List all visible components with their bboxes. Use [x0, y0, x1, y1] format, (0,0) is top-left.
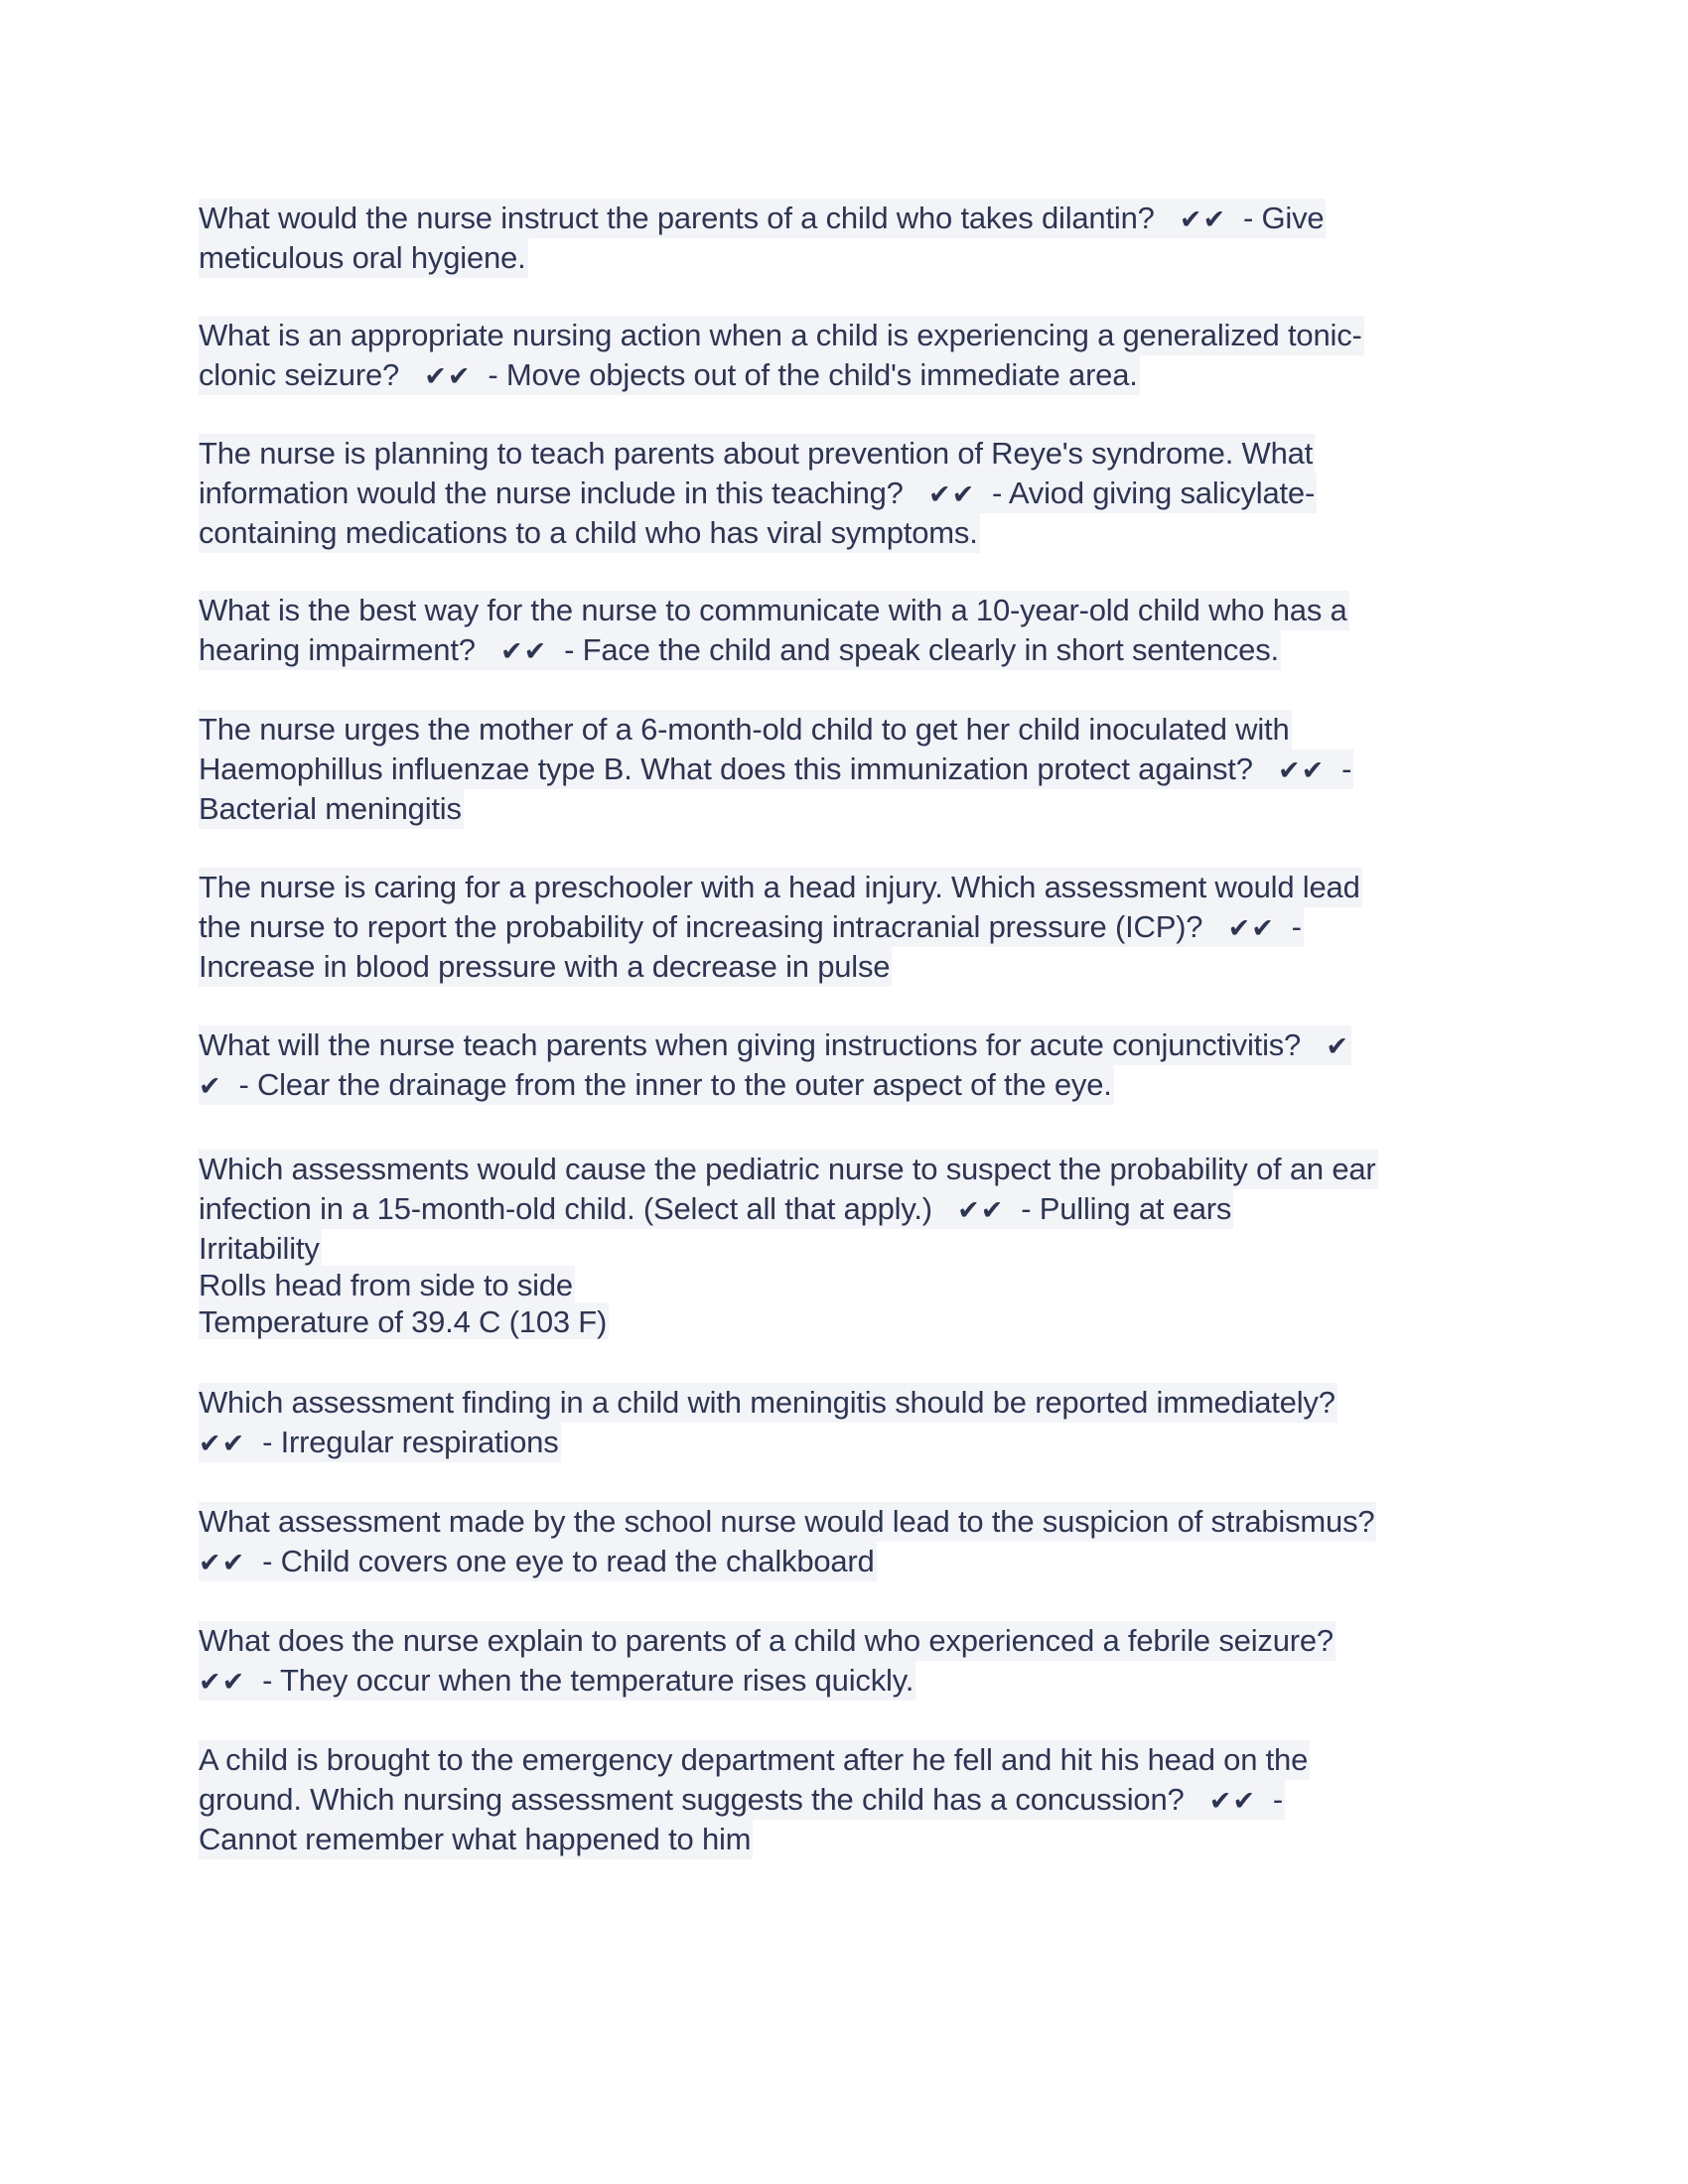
question-text: What assessment made by the school nurse would lead to the suspicion of strabismus?	[199, 1504, 1375, 1539]
question-text: What is an appropriate nursing action when a child is experiencing a generalized tonic-	[199, 318, 1362, 352]
question-text: Which assessments would cause the pediatric nurse to suspect the probability of an ear	[199, 1152, 1376, 1186]
question-text: information would the nurse include in this teaching?	[199, 476, 928, 510]
qa-line	[199, 1542, 877, 1581]
question-text: clonic seizure?	[199, 357, 425, 392]
question-text: hearing impairment?	[199, 632, 501, 667]
answer-text: - They occur when the temperature rises quickly.	[245, 1663, 914, 1698]
qa-line	[199, 907, 1304, 947]
qa-line	[199, 1661, 915, 1701]
double-check-icon: ✔✔	[1208, 1786, 1257, 1817]
qa-item-1	[199, 199, 1489, 278]
double-check-icon: ✔✔	[199, 1548, 246, 1578]
question-text: What would the nurse instruct the parents of a child who takes dilantin?	[199, 201, 1180, 235]
question-text: ground. Which nursing assessment suggests the child has a concussion?	[199, 1782, 1209, 1817]
qa-line	[199, 1150, 1378, 1189]
qa-line	[199, 355, 1140, 395]
qa-item-11	[199, 1621, 1489, 1701]
qa-item-12	[199, 1740, 1489, 1859]
qa-item-8	[199, 1150, 1489, 1339]
qa-item-7	[199, 1025, 1489, 1105]
qa-line	[199, 710, 1292, 750]
double-check-icon: ✔✔	[957, 1195, 1005, 1226]
qa-line	[199, 630, 1281, 670]
question-text: A child is brought to the emergency department after he fell and hit his head on the	[199, 1742, 1309, 1777]
qa-line	[199, 591, 1349, 630]
qa-line	[199, 513, 980, 553]
qa-line	[199, 434, 1315, 474]
answer-text: Temperature of 39.4 C (103 F)	[199, 1304, 608, 1339]
qa-line	[199, 1780, 1285, 1820]
answer-text: - Face the child and speak clearly in short sentences.	[547, 632, 1279, 667]
double-check-icon: ✔✔	[927, 479, 976, 510]
answer-text: Irritability	[199, 1231, 320, 1266]
double-check-icon: ✔✔	[500, 636, 548, 667]
qa-line	[199, 868, 1362, 907]
question-text: The nurse is caring for a preschooler with a head injury. Which assessment would lead	[199, 870, 1360, 904]
qa-item-9	[199, 1383, 1489, 1462]
double-check-icon: ✔✔	[424, 361, 472, 392]
qa-line	[199, 199, 1326, 238]
answer-text: Increase in blood pressure with a decrease in pulse	[199, 949, 891, 984]
qa-line	[199, 789, 464, 829]
qa-item-10	[199, 1502, 1489, 1581]
answer-text: - Child covers one eye to read the chalkboard	[245, 1544, 875, 1578]
answer-text: - Irregular respirations	[245, 1425, 559, 1459]
double-check-icon: ✔✔	[199, 1429, 246, 1459]
qa-line	[199, 474, 1317, 513]
check-icon: ✔	[1326, 1031, 1349, 1062]
answer-text: -	[1256, 1782, 1283, 1817]
double-check-icon: ✔✔	[1227, 913, 1275, 944]
qa-line	[199, 1229, 322, 1266]
answer-text: containing medications to a child who has viral symptoms.	[199, 515, 978, 550]
qa-line	[199, 1065, 1114, 1105]
qa-line	[199, 1740, 1310, 1780]
qa-item-6	[199, 868, 1489, 987]
qa-item-3	[199, 434, 1489, 553]
qa-line	[199, 1621, 1336, 1661]
answer-text: Cannot remember what happened to him	[199, 1822, 752, 1856]
question-text: infection in a 15-month-old child. (Select all that apply.)	[199, 1191, 958, 1226]
qa-line	[199, 1502, 1376, 1542]
answer-text: - Give	[1226, 201, 1325, 235]
double-check-icon: ✔✔	[199, 1667, 246, 1698]
qa-line	[199, 1266, 575, 1302]
answer-text: meticulous oral hygiene.	[199, 240, 526, 275]
qa-line	[199, 238, 528, 278]
qa-line	[199, 316, 1364, 355]
double-check-icon: ✔✔	[1179, 205, 1227, 235]
question-text: The nurse urges the mother of a 6-month-old child to get her child inoculated with	[199, 712, 1290, 747]
qa-line	[199, 1025, 1351, 1065]
answer-text: - Clear the drainage from the inner to the outer aspect of the eye.	[221, 1067, 1112, 1102]
question-text: The nurse is planning to teach parents about prevention of Reye's syndrome. What	[199, 436, 1314, 471]
qa-item-5	[199, 710, 1489, 829]
qa-line	[199, 1820, 753, 1859]
answer-text: -	[1325, 751, 1352, 786]
answer-text: - Move objects out of the child's immediate area.	[471, 357, 1138, 392]
qa-line	[199, 1302, 609, 1339]
answer-text: - Aviod giving salicylate-	[975, 476, 1316, 510]
qa-line	[199, 947, 892, 987]
check-icon: ✔	[199, 1071, 222, 1102]
qa-item-2	[199, 316, 1489, 395]
answer-text: -	[1274, 909, 1302, 944]
answer-text: Rolls head from side to side	[199, 1268, 573, 1302]
question-text: Which assessment finding in a child with meningitis should be reported immediately?	[199, 1385, 1336, 1420]
question-text: Haemophillus influenzae type B. What does this immunization protect against?	[199, 751, 1279, 786]
question-text: What is the best way for the nurse to communicate with a 10-year-old child who has a	[199, 593, 1347, 627]
question-text: What will the nurse teach parents when giving instructions for acute conjunctivitis?	[199, 1027, 1327, 1062]
question-text: What does the nurse explain to parents of a child who experienced a febrile seizure?	[199, 1623, 1334, 1658]
qa-line	[199, 1189, 1233, 1229]
qa-line	[199, 1383, 1337, 1423]
question-text: the nurse to report the probability of increasing intracranial pressure (ICP)?	[199, 909, 1228, 944]
qa-line	[199, 750, 1353, 789]
answer-text: Bacterial meningitis	[199, 791, 462, 826]
qa-item-4	[199, 591, 1489, 670]
answer-text: - Pulling at ears	[1004, 1191, 1232, 1226]
qa-line	[199, 1423, 561, 1462]
double-check-icon: ✔✔	[1278, 755, 1326, 786]
